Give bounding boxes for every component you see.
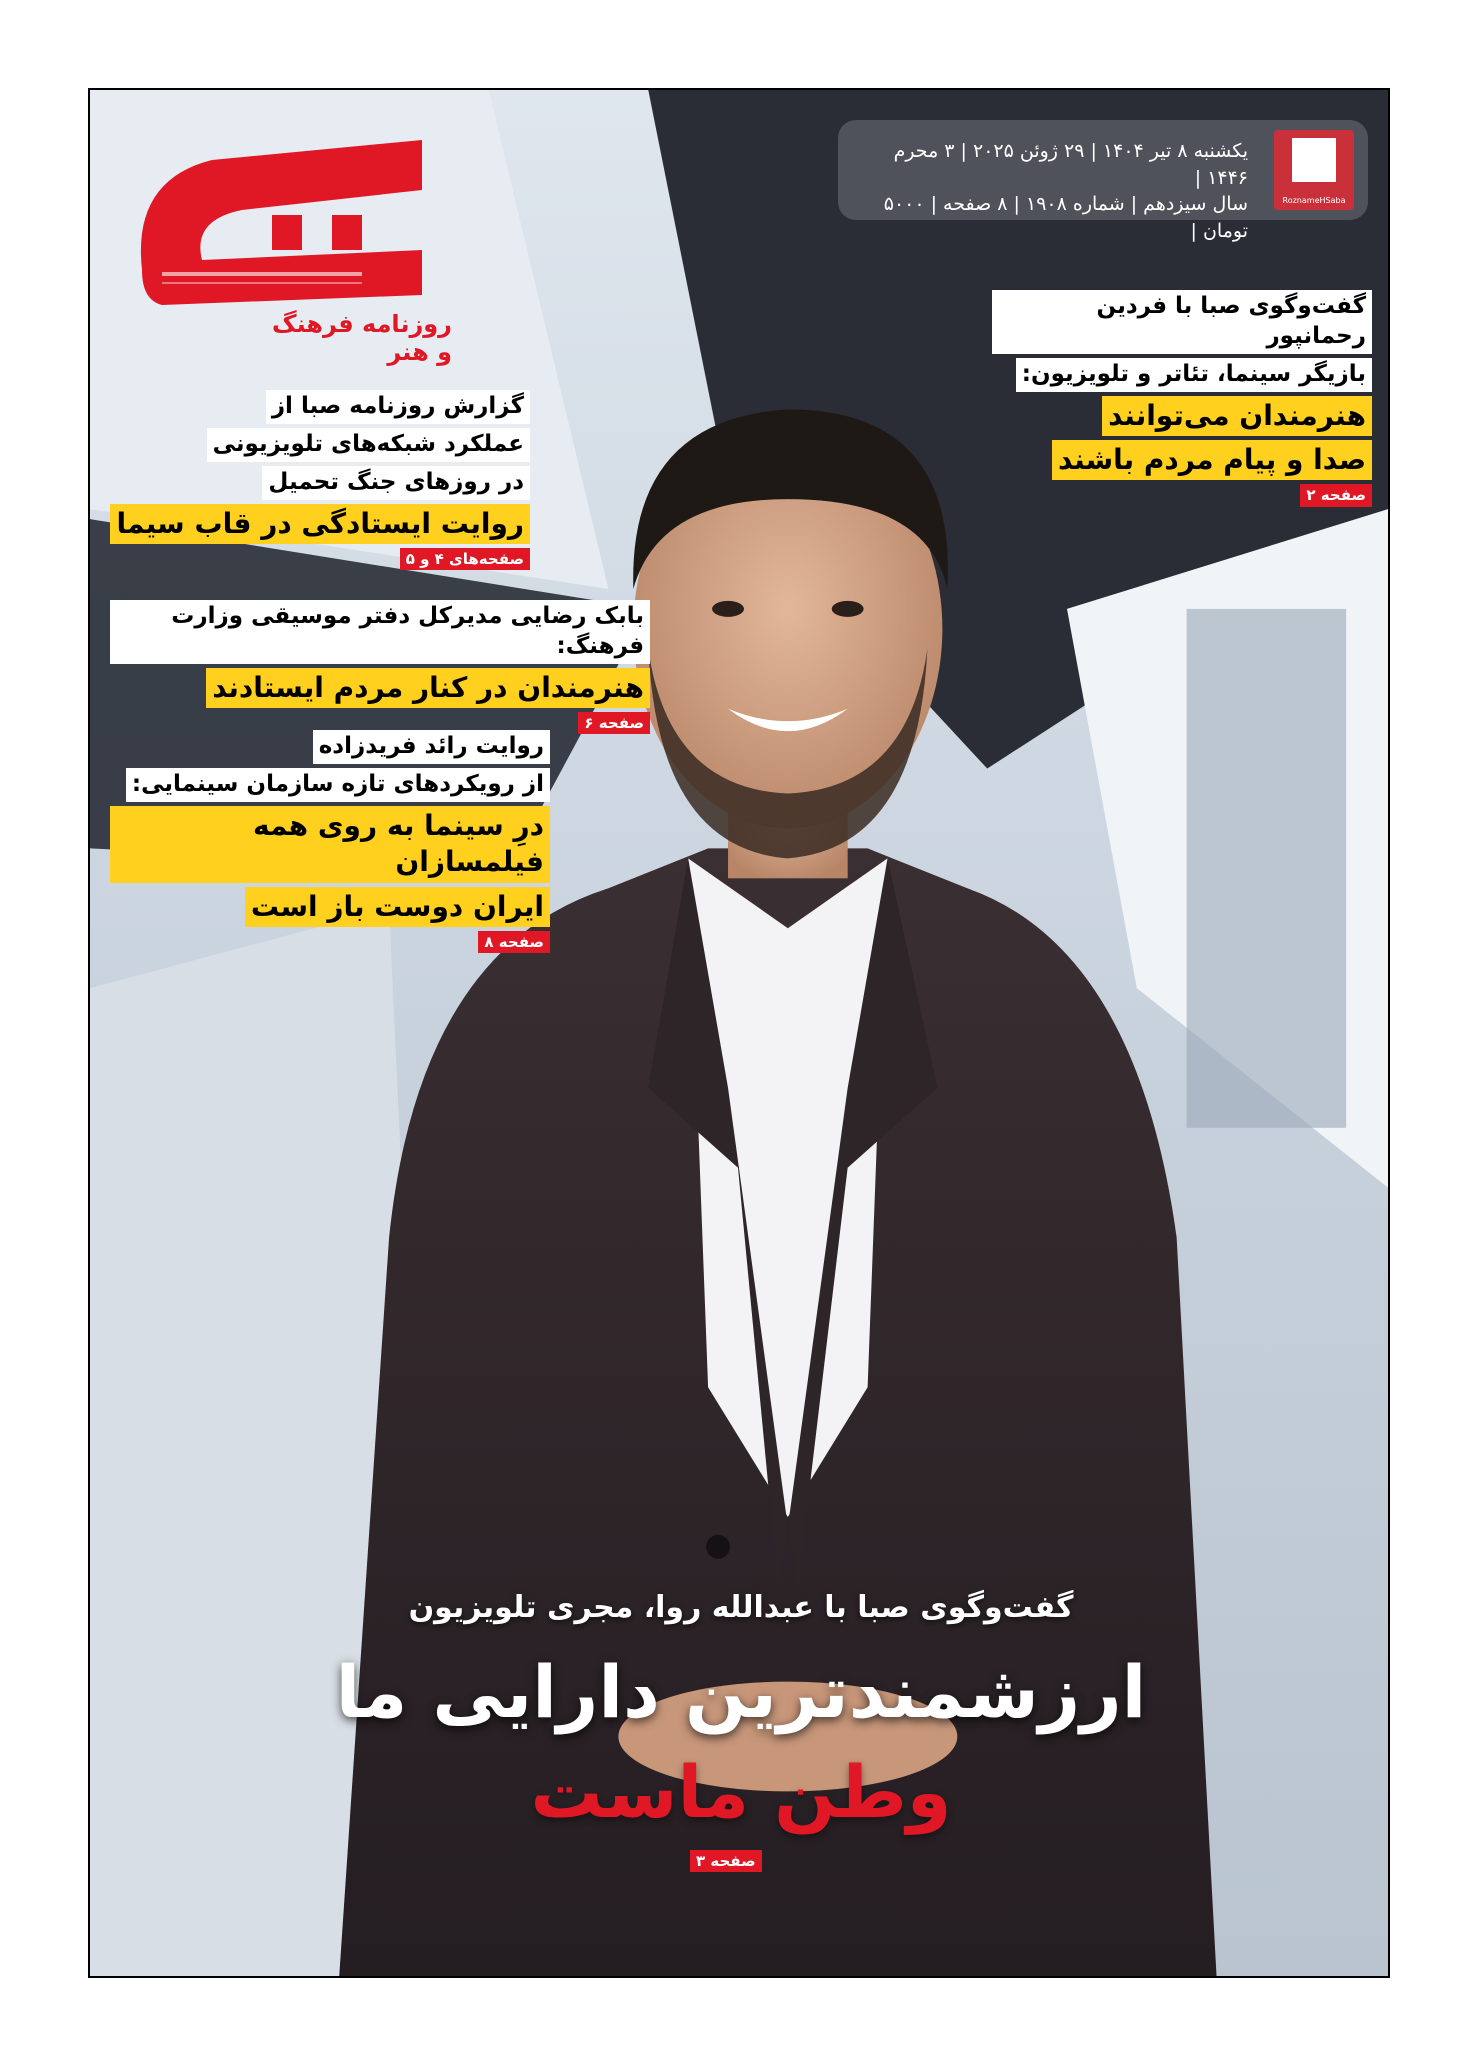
masthead xyxy=(122,120,452,366)
story-label: بازیگر سینما، تئاتر و تلویزیون: xyxy=(1016,358,1372,392)
story-headline: ایران دوست باز است xyxy=(245,887,550,927)
issue-meta-line: سال سیزدهم | شماره ۱۹۰۸ | ۸ صفحه | ۵۰۰۰ تومان | xyxy=(883,193,1248,242)
qr-label: RoznameHSaba xyxy=(1282,195,1346,205)
story-headline: روایت ایستادگی در قاب سیما xyxy=(110,504,530,544)
story-left-3 xyxy=(110,730,550,957)
issue-info-box xyxy=(838,120,1368,242)
page-ref: صفحه ۶ xyxy=(578,712,650,734)
saba-logo xyxy=(122,120,452,310)
story-label: از رویکردهای تازه سازمان سینمایی: xyxy=(126,768,550,802)
story-label: در روزهای جنگ تحمیل xyxy=(262,466,530,500)
newspaper-cover xyxy=(88,88,1390,1978)
main-story-title-red: وطن ماست xyxy=(530,1750,952,1834)
masthead-subtitle: روزنامه فرهنگ و هنر xyxy=(272,310,452,366)
story-label: گزارش روزنامه صبا از xyxy=(266,390,530,424)
main-story-page-ref xyxy=(690,1850,762,1872)
issue-info-text xyxy=(848,138,1248,244)
page-ref: صفحه ۲ xyxy=(1300,484,1372,506)
story-label: روایت رائد فریدزاده xyxy=(313,730,550,764)
story-headline: صدا و پیام مردم باشند xyxy=(1052,440,1372,480)
story-left-2 xyxy=(110,600,650,738)
story-headline: هنرمندان می‌توانند xyxy=(1102,396,1372,436)
story-label: گفت‌وگوی صبا با فردین رحمانپور xyxy=(992,290,1372,354)
story-headline: هنرمندان در کنار مردم ایستادند xyxy=(206,668,650,708)
page-ref: صفحه‌های ۴ و ۵ xyxy=(400,548,530,570)
page-ref: صفحه ۸ xyxy=(478,931,550,953)
main-story-subtitle: گفت‌وگوی صبا با عبدالله روا، مجری تلویزیون xyxy=(408,1590,1074,1625)
story-left-1 xyxy=(110,390,530,574)
qr-code-icon xyxy=(1274,130,1354,210)
page-ref: صفحه ۳ xyxy=(690,1850,762,1872)
story-headline: درِ سینما به روی همه فیلمسازان xyxy=(110,806,550,883)
story-right-1 xyxy=(992,290,1372,511)
story-label: عملکرد شبکه‌های تلویزیونی xyxy=(207,428,530,462)
story-label: بابک رضایی مدیرکل دفتر موسیقی وزارت فرهنگ: xyxy=(110,600,650,664)
issue-date-line: یکشنبه ۸ تیر ۱۴۰۴ | ۲۹ ژوئن ۲۰۲۵ | ۳ محرم ۱۴۴۶ | xyxy=(893,140,1248,189)
main-story-title: ارزشمندترین دارایی ما xyxy=(335,1650,1147,1734)
